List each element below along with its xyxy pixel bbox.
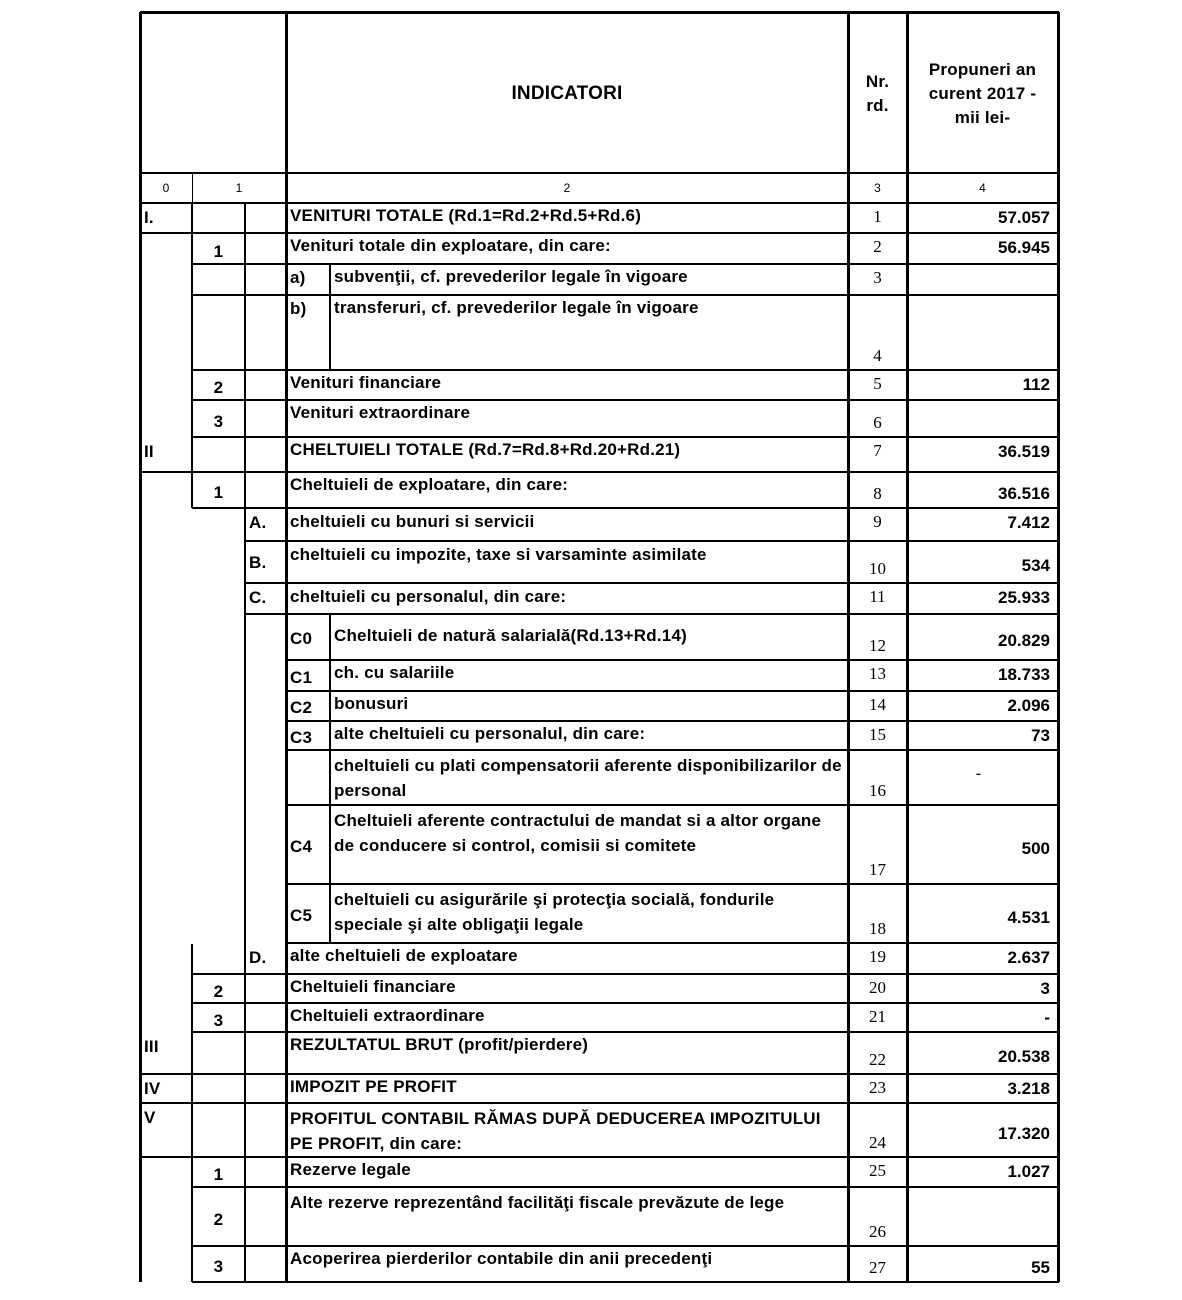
header-column-number: 4 [979,181,986,195]
row-letter: B. [249,553,267,572]
row-nr-rd: 5 [873,374,882,393]
grid-line [286,883,1059,885]
row-sub-code: C4 [290,836,313,856]
row-value: 2.637 [1007,948,1050,967]
row-nr-rd: 8 [873,484,882,503]
grid-line [140,11,1059,14]
row-nr-rd: 17 [869,860,886,879]
grid-line [191,1032,193,1157]
grid-line [192,369,1059,371]
row-sub-code: C5 [290,905,313,925]
grid-line [286,942,1059,944]
row-nr-rd: 21 [869,1007,886,1026]
row-value: 2.096 [1007,696,1050,715]
grid-line [192,294,1059,296]
row-nr-rd: 27 [869,1258,886,1277]
grid-line [140,202,1059,204]
row-nr-rd: 19 [869,947,886,966]
grid-line [329,614,331,943]
row-label: Cheltuieli financiare [290,977,456,996]
row-value: 3 [1040,979,1050,998]
row-sub-code: C0 [290,629,313,648]
header-column-number: 1 [235,181,243,195]
row-value: 3.218 [1007,1079,1050,1098]
row-nr-rd: 1 [873,207,882,226]
grid-line [245,582,1059,584]
row-sub-code: b) [290,299,307,318]
row-label: Venituri totale din exploatare, din care: [290,236,611,255]
grid-line [1057,12,1060,1282]
row-sub-code: C3 [290,727,313,747]
row-nr-rd: 2 [873,237,882,256]
header-propuneri: Propuneri an curent 2017 - mii lei- [928,60,1037,127]
row-value: 36.516 [998,484,1050,503]
grid-line [192,1186,1059,1188]
row-label: cheltuieli cu impozite, taxe si varsaminte asimilate [290,545,707,564]
grid-line [139,12,142,1282]
row-label: Cheltuieli de natură salarială(Rd.13+Rd.14) [334,626,687,645]
row-value: 18.733 [998,665,1050,684]
row-label: bonusuri [334,694,409,713]
header-column-number: 0 [162,181,170,195]
row-number: 1 [213,483,224,502]
row-value: 56.945 [998,238,1050,257]
row-label: subvenţii, cf. prevederilor legale în vigoare [334,267,688,286]
row-value: 4.531 [1007,907,1050,927]
grid-line [245,540,1059,542]
row-nr-rd: 25 [869,1161,886,1180]
row-value: 7.412 [1007,513,1050,532]
row-nr-rd: 16 [869,781,886,800]
row-nr-rd: 9 [873,512,882,531]
grid-line [286,720,1059,722]
row-number: 2 [213,1209,224,1229]
row-nr-rd: 23 [869,1078,886,1097]
grid-line [140,172,1059,174]
row-number: 3 [213,411,224,431]
grid-line [245,613,1059,615]
row-nr-rd: 4 [873,346,882,365]
grid-line [191,233,193,472]
row-roman-numeral: III [144,1037,159,1056]
row-number: 2 [213,378,224,397]
row-value: - [1044,1008,1050,1027]
row-nr-rd: 22 [869,1050,886,1069]
header-column-number: 3 [874,181,881,195]
grid-line [192,1031,1059,1033]
grid-line [192,436,1059,438]
row-label: Venituri extraordinare [290,403,471,422]
row-nr-rd: 15 [869,725,886,744]
row-label: PROFITUL CONTABIL RĂMAS DUPĂ DEDUCEREA IMPOZITULUI PE PROFIT, din care: [290,1109,821,1153]
grid-line [286,749,1059,751]
row-label: Cheltuieli de exploatare, din care: [290,475,569,494]
row-number: 3 [213,1257,224,1276]
row-value: - [975,764,982,783]
row-value: 20.829 [998,631,1050,650]
row-nr-rd: 13 [869,664,886,683]
row-sub-code: C1 [290,667,313,687]
grid-line [140,1156,1059,1158]
row-nr-rd: 26 [869,1222,886,1241]
row-value: 20.538 [998,1047,1050,1066]
row-value: 17.320 [998,1124,1050,1143]
grid-line [286,659,1059,661]
row-value: 36.519 [998,442,1050,461]
row-label: CHELTUIELI TOTALE (Rd.7=Rd.8+Rd.20+Rd.21) [290,440,681,459]
row-roman-numeral: V [144,1108,156,1127]
row-label: alte cheltuieli de exploatare [290,946,518,965]
row-nr-rd: 6 [873,413,882,432]
row-label: REZULTATUL BRUT (profit/pierdere) [290,1035,589,1054]
row-value: 112 [1022,375,1050,394]
row-value: 534 [1021,556,1050,575]
grid-line [192,1245,1059,1247]
row-label: Cheltuieli aferente contractului de mandat si a altor organe de conducere si control, comisii si comitete [334,811,822,855]
row-nr-rd: 20 [869,978,886,997]
row-letter: A. [249,513,267,532]
row-value: 25.933 [998,588,1050,607]
grid-line [192,1002,1059,1004]
row-sub-code: a) [290,268,306,287]
row-value: 57.057 [998,208,1050,227]
grid-line [286,804,1059,806]
row-number: 2 [213,981,224,1001]
row-nr-rd: 7 [873,441,882,460]
row-letter: D. [249,948,267,967]
row-letter: C. [249,588,267,607]
row-label: Venituri financiare [290,373,442,392]
grid-line [286,690,1059,692]
row-nr-rd: 3 [873,268,882,287]
row-label: ch. cu salariile [334,663,455,682]
row-value: 55 [1031,1258,1050,1277]
row-value: 1.027 [1007,1162,1050,1181]
row-nr-rd: 14 [869,695,886,714]
grid-line [192,263,1059,265]
row-label: transferuri, cf. prevederilor legale în vigoare [334,298,699,317]
row-nr-rd: 10 [869,559,886,578]
row-label: cheltuieli cu personalul, din care: [290,587,567,606]
header-column-number: 2 [563,181,571,195]
row-label: alte cheltuieli cu personalul, din care: [334,724,646,743]
grid-line [329,264,331,370]
row-label: Rezerve legale [290,1160,411,1179]
row-sub-code: C2 [290,698,313,717]
grid-line [192,1281,1059,1283]
row-label: cheltuieli cu plati compensatorii aferente disponibilizarilor de personal [334,756,842,800]
grid-line [192,399,1059,401]
row-nr-rd: 24 [869,1133,886,1152]
row-label: cheltuieli cu bunuri si servicii [290,512,535,531]
row-roman-numeral: II [144,442,154,461]
row-nr-rd: 18 [869,919,886,938]
grid-line [140,1102,1059,1104]
header-nr-rd: Nr. rd. [865,72,890,115]
grid-line [192,507,1059,509]
row-label: Acoperirea pierderilor contabile din anii precedenţi [290,1249,713,1268]
grid-line [192,973,1059,975]
row-value: 500 [1021,838,1050,858]
row-roman-numeral: I. [144,208,154,227]
grid-line [285,12,288,1282]
row-roman-numeral: IV [144,1079,161,1098]
grid-line [140,471,1059,473]
row-number: 3 [213,1010,224,1030]
row-value: 73 [1031,726,1050,745]
row-label: VENITURI TOTALE (Rd.1=Rd.2+Rd.5+Rd.6) [290,206,642,225]
grid-line [191,203,193,233]
row-nr-rd: 11 [869,587,886,606]
row-label: IMPOZIT PE PROFIT [290,1077,457,1096]
grid-line [140,1073,1059,1075]
row-label: cheltuieli cu asigurările şi protecţia socială, fondurile speciale şi alte obligaţii legale [334,890,775,934]
grid-line [140,232,1059,234]
row-label: Alte rezerve reprezentând facilităţi fiscale prevăzute de lege [290,1193,785,1212]
row-label: Cheltuieli extraordinare [290,1006,485,1025]
grid-line [244,472,246,1282]
header-indicatori: INDICATORI [511,83,623,104]
row-nr-rd: 12 [869,636,886,655]
row-number: 1 [213,1165,224,1184]
row-number: 1 [213,241,224,261]
